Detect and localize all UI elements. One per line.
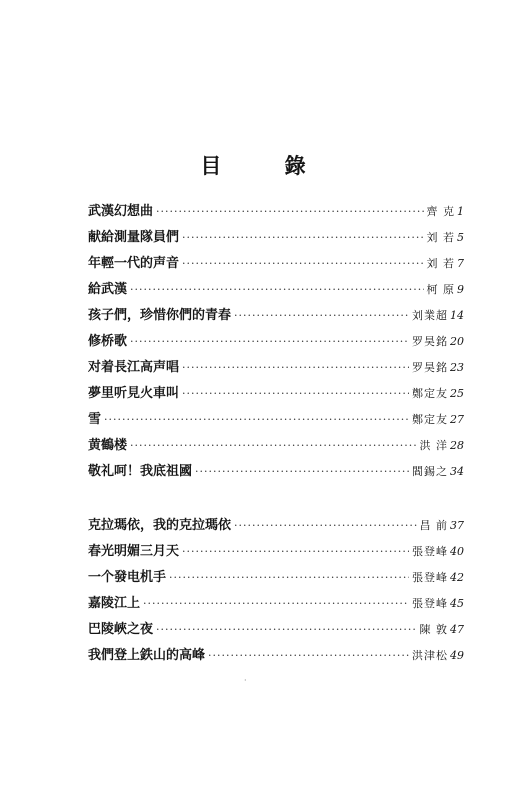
leader-dots: [182, 361, 409, 374]
toc-entry: [88, 644, 464, 670]
entry-author: 罗昊銘: [412, 335, 448, 348]
entry-author: 閻錫之: [412, 465, 448, 478]
entry-author: 刘 若: [426, 231, 455, 244]
leader-dots: [182, 231, 423, 244]
entry-page: 45: [450, 597, 464, 610]
toc-entry: [88, 356, 464, 382]
entry-author: 齊 克: [426, 205, 455, 218]
toc-entry: [88, 226, 464, 252]
entry-author: 刘 若: [426, 257, 455, 270]
entry-title: 修桥歌: [88, 334, 128, 349]
toc-section-1: [88, 200, 464, 486]
leader-dots: [182, 387, 409, 400]
toc-section-2: [88, 514, 464, 670]
toc-entry: [88, 592, 464, 618]
entry-title: 嘉陵江上: [88, 596, 141, 611]
entry-title: 給武漢: [88, 282, 128, 297]
entry-page: 23: [450, 361, 464, 374]
entry-page: 34: [450, 465, 464, 478]
entry-author: 昌 前: [419, 519, 448, 532]
entry-title: 一个發电机手: [88, 570, 167, 585]
leader-dots: [130, 439, 416, 452]
entry-title: 孩子們，珍惜你們的青春: [88, 308, 232, 323]
leader-dots: [156, 205, 423, 218]
entry-page: 9: [457, 283, 464, 296]
entry-author: 張登峰: [412, 571, 448, 584]
entry-title: 年輕一代的声音: [88, 256, 180, 271]
entry-page: 49: [450, 649, 464, 662]
leader-dots: [234, 309, 409, 322]
entry-title: 我們登上鉄山的高峰: [88, 648, 206, 663]
toc-entry: [88, 330, 464, 356]
toc-entry: [88, 540, 464, 566]
page-title: 目 錄: [200, 153, 334, 178]
entry-title: 雪: [88, 412, 102, 427]
toc-entry: [88, 252, 464, 278]
entry-author: 罗昊銘: [412, 361, 448, 374]
leader-dots: [234, 519, 416, 532]
entry-title: 克拉瑪依，我的克拉瑪依: [88, 518, 232, 533]
entry-author: 陳 敦: [419, 623, 448, 636]
leader-dots: [143, 597, 409, 610]
toc-entry: [88, 382, 464, 408]
entry-page: 40: [450, 545, 464, 558]
entry-author: 刘業超: [412, 309, 448, 322]
toc-entry: [88, 514, 464, 540]
toc-entry: [88, 278, 464, 304]
entry-author: 鄭定友: [412, 387, 448, 400]
entry-page: 27: [450, 413, 464, 426]
entry-author: 柯 原: [426, 283, 455, 296]
entry-author: 張登峰: [412, 545, 448, 558]
entry-page: 5: [457, 231, 464, 244]
leader-dots: [156, 623, 416, 636]
toc-entry: [88, 434, 464, 460]
entry-page: 25: [450, 387, 464, 400]
print-speck: ·: [244, 676, 247, 685]
entry-title: 夢里听見火車叫: [88, 386, 180, 401]
entry-author: 洪 洋: [419, 439, 448, 452]
toc-entry: [88, 200, 464, 226]
entry-page: 42: [450, 571, 464, 584]
entry-page: 47: [450, 623, 464, 636]
toc-entry: [88, 460, 464, 486]
entry-title: 武漢幻想曲: [88, 204, 154, 219]
entry-page: 7: [457, 257, 464, 270]
entry-page: 20: [450, 335, 464, 348]
entry-author: 張登峰: [412, 597, 448, 610]
toc-entry: [88, 566, 464, 592]
leader-dots: [169, 571, 409, 584]
entry-title: 献給測量隊員們: [88, 230, 180, 245]
leader-dots: [104, 413, 409, 426]
entry-title: 对着長江高声唱: [88, 360, 180, 375]
toc-entry: [88, 304, 464, 330]
toc-entry: [88, 408, 464, 434]
entry-title: 春光明媚三月天: [88, 544, 180, 559]
entry-page: 28: [450, 439, 464, 452]
entry-author: 洪津松: [412, 649, 448, 662]
entry-title: 巴陵峽之夜: [88, 622, 154, 637]
leader-dots: [208, 649, 409, 662]
entry-title: 敬礼呵！我底祖國: [88, 464, 193, 479]
leader-dots: [130, 335, 409, 348]
entry-page: 14: [450, 309, 464, 322]
leader-dots: [130, 283, 423, 296]
leader-dots: [195, 465, 409, 478]
entry-page: 37: [450, 519, 464, 532]
entry-author: 鄭定友: [412, 413, 448, 426]
leader-dots: [182, 257, 423, 270]
leader-dots: [182, 545, 409, 558]
toc-entry: [88, 618, 464, 644]
entry-page: 1: [457, 205, 464, 218]
entry-title: 黄鶴楼: [88, 438, 128, 453]
